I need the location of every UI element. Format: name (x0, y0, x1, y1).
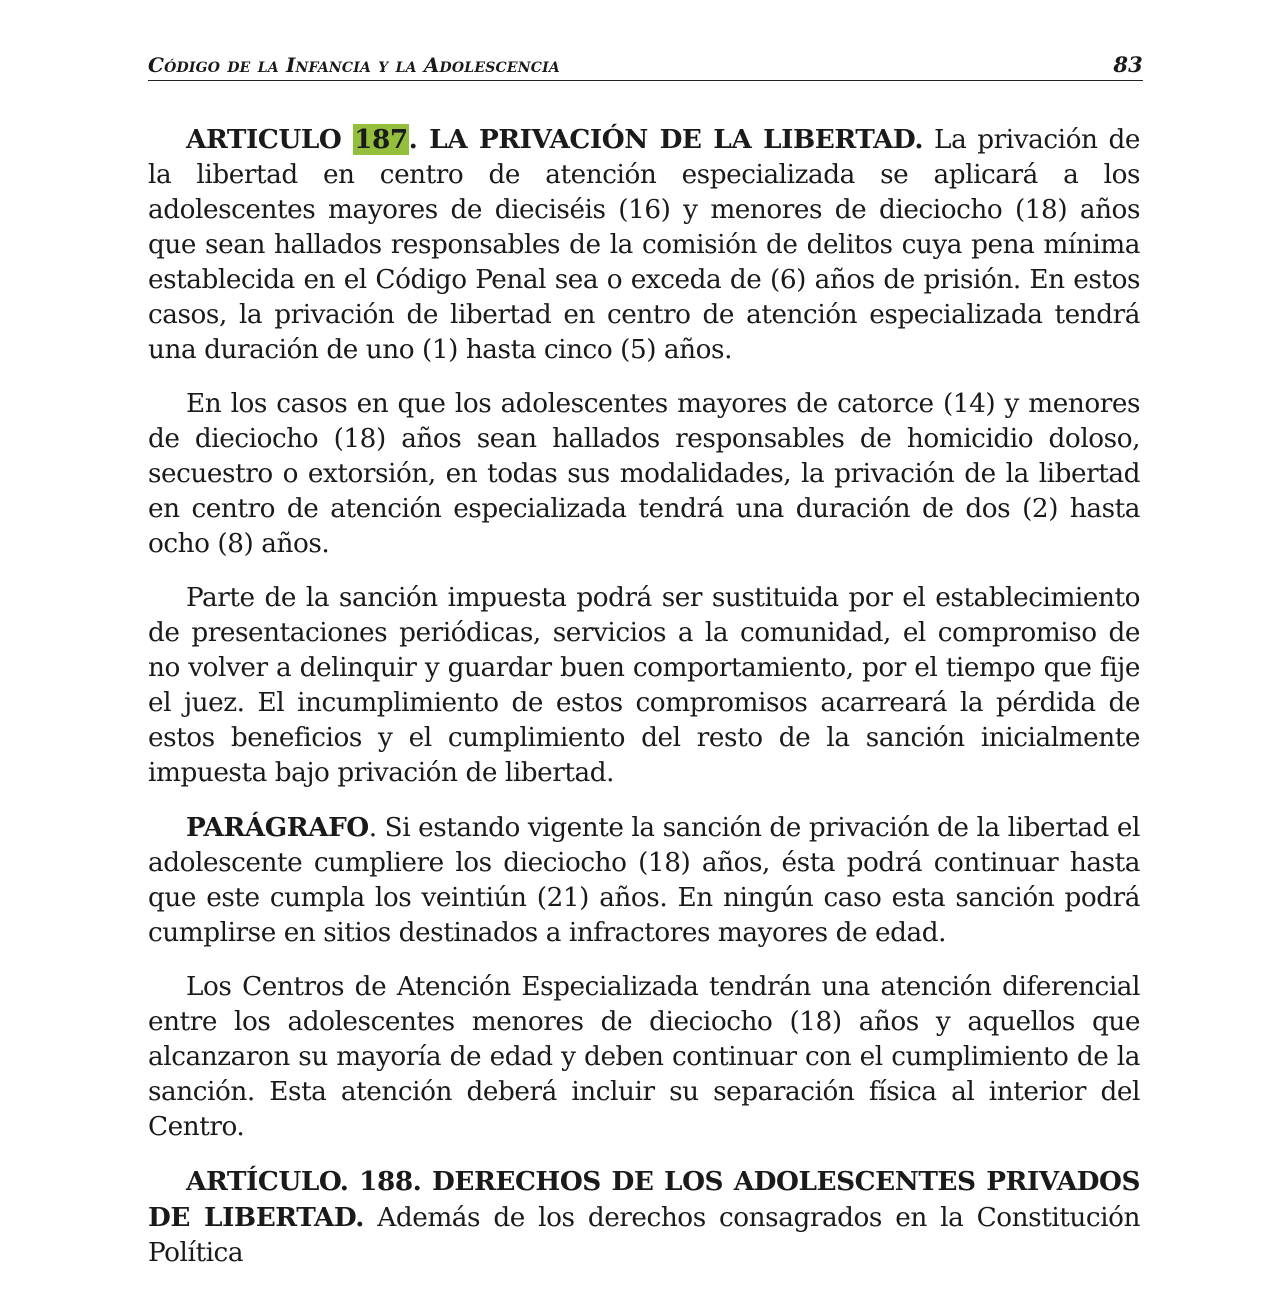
document-page (148, 0, 1143, 1268)
article-label-prefix: ARTICULO (186, 124, 354, 155)
book-title: Código de la Infancia y la Adolescencia (148, 53, 560, 77)
paragraph-3: Parte de la sanción impuesta podrá ser sustituida por el establecimiento de presentaciones periódicas, servicios a la comunidad, el compromiso de no volver a delinquir y guardar buen comportamiento, por el tiempo que fije el juez. El incumplimiento de estos compromisos acarreará la pérdida de estos beneficios y el cumplimiento del resto de la sanción inicialmente impuesta bajo privación de libertad. (148, 583, 1140, 788)
paragrafo-label: PARÁGRAFO (186, 812, 369, 843)
paragraph-5: Los Centros de Atención Especializada tendrán una atención diferencial entre los adolescentes menores de dieciocho (18) años y aquellos que alcanzaron su mayoría de edad y deben continuar con el cumplimiento de la sanción. Esta atención deberá incluir su separación física al interior del Centro. (148, 972, 1140, 1142)
article-title: . LA PRIVACIÓN DE LA LIBERTAD. (408, 124, 924, 155)
page-number: 83 (1113, 52, 1143, 77)
article-187-label (186, 124, 923, 155)
article-188-text: Además de los derechos consagrados en la Constitución Política (148, 1203, 1140, 1268)
article-187-paragraph (148, 122, 1140, 368)
article-188-paragraph (148, 1164, 1140, 1271)
article-188-title: ARTÍCULO. 188. DERECHOS DE LOS ADOLESCENTES PRIVADOS DE LIBERTAD. (148, 1166, 1140, 1233)
paragrafo-text: . Si estando vigente la sanción de privación de la libertad el adolescente cumpliere los dieciocho (18) años, ésta podrá continuar hasta que este cumpla los veintiún (21) años. En ningún caso esta sanción podrá cumplirse en sitios destinados a infractores mayores de edad. (148, 813, 1140, 948)
article-187-text: La privación de la libertad en centro de atención especializada se aplicará a los adolescentes mayores de dieciséis (16) y menores de dieciocho (18) años que sean hallados responsables de la comisión de delitos cuya pena mínima establecida en el Código Penal sea o exceda de (6) años de prisión. En estos casos, la privación de libertad en centro de atención especializada tendrá una duración de uno (1) hasta cinco (5) años. (148, 125, 1140, 365)
paragrafo-paragraph (148, 810, 1140, 951)
body-text (148, 122, 1140, 1290)
running-header (148, 50, 1143, 81)
search-highlight: 187 (354, 124, 408, 155)
paragraph-2: En los casos en que los adolescentes mayores de catorce (14) y menores de dieciocho (18) años sean hallados responsables de homicidio doloso, secuestro o extorsión, en todas sus modalidades, la privación de la libertad en centro de atención especializada tendrá una duración de dos (2) hasta ocho (8) años. (148, 389, 1140, 559)
